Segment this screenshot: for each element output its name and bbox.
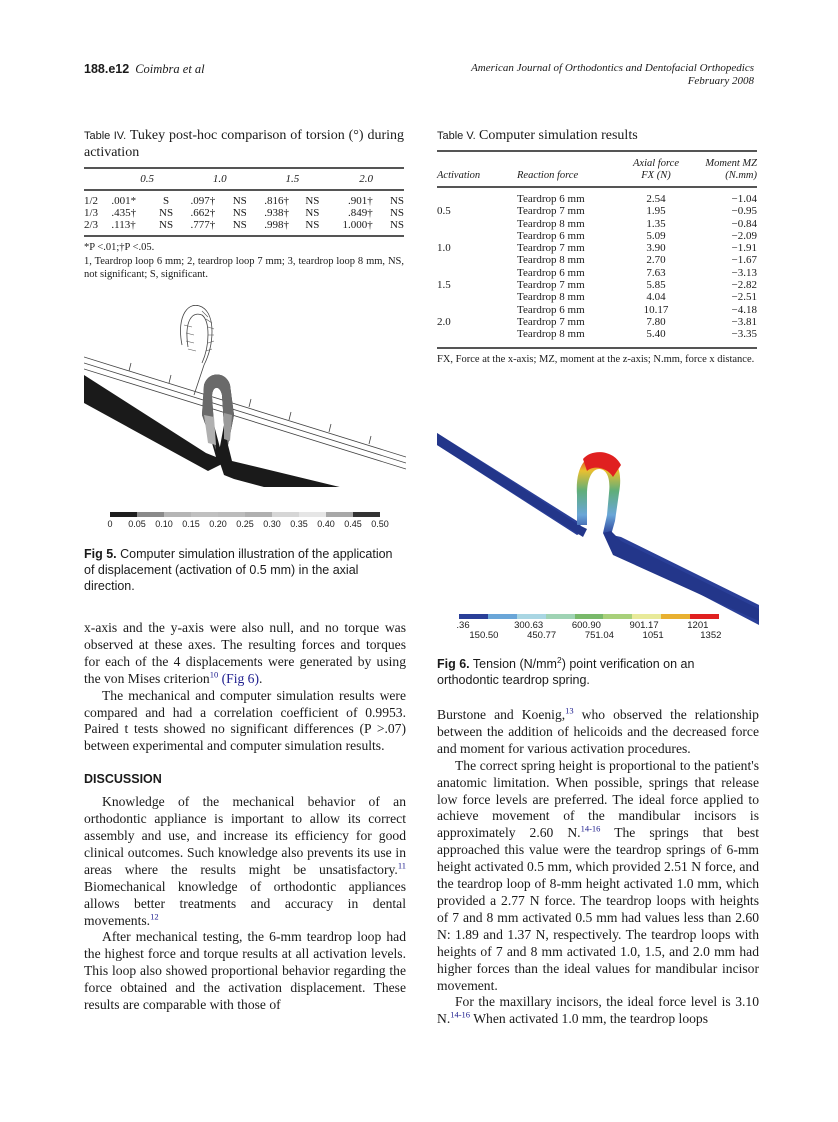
- p-value-cell: .662†: [190, 206, 216, 219]
- table-label: Table IV.: [84, 130, 127, 142]
- scale-label: .36: [456, 620, 470, 631]
- column-header: 0.5: [140, 173, 155, 185]
- reaction-force-cell: Teardrop 8 mm: [517, 291, 585, 304]
- reaction-force-cell: Teardrop 7 mm: [517, 242, 585, 255]
- significance-cell: NS: [389, 194, 404, 207]
- moment-cell: −2.51: [731, 291, 757, 304]
- axial-force-cell: 5.85: [646, 279, 666, 292]
- reaction-force-cell: Teardrop 6 mm: [517, 193, 585, 205]
- column-header: Moment MZ (N.mm): [705, 158, 757, 181]
- p-value-cell: .777†: [190, 218, 216, 231]
- moment-cell: −4.18: [731, 303, 757, 316]
- column-header: Reaction force: [517, 170, 579, 181]
- activation-cell: 1.5: [437, 279, 451, 292]
- running-authors: Coimbra et al: [135, 62, 205, 76]
- moment-cell: −2.82: [731, 279, 757, 292]
- table-rule-bottom: [437, 347, 757, 349]
- reaction-force-cell: Teardrop 6 mm: [517, 266, 585, 279]
- scale-label: 751.04: [584, 630, 614, 641]
- scale-label: 1201: [687, 620, 709, 631]
- column-header: 2.0: [359, 173, 373, 185]
- table-iv-grid: [84, 169, 404, 231]
- fig5-color-scale: [107, 512, 389, 539]
- p-value-cell: .938†: [264, 206, 289, 219]
- table-header-row: [84, 169, 404, 189]
- p-value-cell: .001*: [111, 194, 137, 207]
- table-title: Tukey post-hoc comparison of torsion (°) during activation: [84, 128, 404, 160]
- figure-label: Fig 6.: [437, 657, 470, 671]
- significance-cell: NS: [159, 206, 174, 219]
- citation-link[interactable]: 10: [209, 669, 219, 680]
- activation-cell: [437, 304, 513, 316]
- moment-cell: −3.35: [731, 328, 757, 341]
- journal-name: American Journal of Orthodontics and Dentofacial Orthopedics: [471, 62, 754, 74]
- reaction-force-cell: Teardrop 7 mm: [517, 279, 585, 292]
- table-row: [84, 219, 404, 231]
- axial-force-cell: 7.63: [646, 266, 666, 279]
- table-v: [437, 127, 757, 366]
- paragraph: The correct spring height is proportional to the patient's anatomic limitation. When possible, springs that release low force levels are preferred. The ideal force applied to achieve movement of the mandibular incisors is approximately 2.60 N.$^{14-16}$ The springs that best approached this value were the teardrop springs of 6-mm height activated 0.5 mm, which provided 2.51 N force, and the teardrop loop of 8-mm height activated 1.0 mm, which provided a 2.77 N force. The teardrop loops with heights of 7 and 8 mm activated 0.5 mm had values less than 2.60 N: 1.89 and 1.37 N, respectively. The teardrop loops with heights of 7 and 8 mm activated 1.0, 1.5, and 2.0 mm had higher forces than the ideal values for mandibular incisor movement.: [437, 757, 759, 993]
- p-value-cell: .097†: [190, 194, 216, 207]
- table-row: [437, 291, 757, 303]
- axial-force-cell: 10.17: [643, 303, 669, 316]
- moment-cell: −0.84: [731, 217, 757, 230]
- table-footnote: FX, Force at the x-axis; MZ, moment at the z-axis; N.mm, force x distance.: [437, 353, 755, 365]
- p-value-cell: 1.000†: [342, 218, 373, 231]
- activation-cell: 1.0: [437, 242, 451, 255]
- paragraph: The mechanical and computer simulation results were compared and had a correlation coefficient of 0.9953. Paired t tests showed no significant differences (P >.07) between experimental and computer simulation results.: [84, 687, 406, 754]
- table-row: [437, 279, 757, 291]
- moment-cell: −1.67: [731, 254, 757, 267]
- wire-displacement-render: [84, 305, 406, 487]
- table-row: [437, 193, 757, 205]
- fig6-color-scale: [456, 614, 722, 645]
- p-value-cell: .998†: [264, 218, 289, 231]
- moment-cell: −2.09: [731, 229, 757, 242]
- significance-cell: NS: [232, 194, 247, 207]
- moment-cell: −3.81: [731, 315, 757, 328]
- activation-cell: [437, 291, 513, 303]
- significance-cell: NS: [305, 194, 320, 207]
- table-row: [437, 218, 757, 230]
- moment-cell: −1.04: [731, 193, 757, 205]
- p-value-cell: .435†: [111, 206, 137, 219]
- table-row: [437, 205, 757, 217]
- citation-link[interactable]: 11: [397, 860, 406, 871]
- table-header-row: [437, 152, 757, 186]
- p-value-cell: .816†: [264, 194, 289, 207]
- activation-cell: [437, 328, 513, 340]
- axial-force-cell: 4.04: [646, 291, 666, 304]
- significance-cell: NS: [305, 206, 320, 219]
- axial-force-cell: 2.70: [646, 254, 666, 267]
- paragraph: Knowledge of the mechanical behavior of an orthodontic appliance is important to allow its correct assembly and use, and increase its efficiency for good clinical outcomes. Such knowledge also prevents its use in areas where the results might be unsatisfactory.$^{11}$ Biomechanical knowledge of orthodontic appliances allows better treatments and accuracy in dental movements.$^{12}$: [84, 794, 406, 928]
- table-v-caption: [437, 127, 757, 144]
- color-scale-labels: [456, 619, 722, 645]
- fig6-caption: [437, 656, 759, 688]
- table-rule-bottom: [84, 235, 404, 237]
- figure-caption-text: Tension $(N/mm^2)$ point verification on an orthodontic teardrop spring.: [437, 654, 695, 687]
- reaction-force-cell: Teardrop 8 mm: [517, 217, 585, 230]
- scale-label: 0.15: [182, 519, 200, 529]
- scale-label: 600.90: [571, 620, 601, 631]
- scale-label: 0.10: [155, 519, 173, 529]
- p-value-cell: .901†: [347, 194, 373, 207]
- scale-label: 0.40: [317, 519, 335, 529]
- left-column-text: [84, 620, 406, 1014]
- p-value-cell: .849†: [347, 206, 373, 219]
- scale-label: 1352: [700, 630, 722, 641]
- citation-link[interactable]: 14-16: [450, 1009, 471, 1020]
- activation-cell: 2.0: [437, 315, 451, 328]
- scale-label: 0: [107, 519, 113, 529]
- column-header: 1.5: [285, 173, 300, 185]
- table-row: [437, 242, 757, 254]
- axial-force-cell: 5.40: [646, 328, 666, 341]
- reaction-force-cell: Teardrop 7 mm: [517, 205, 585, 218]
- column-header: 1.0: [212, 173, 227, 185]
- citation-link[interactable]: 14-16: [580, 823, 601, 834]
- scale-label: 450.77: [527, 630, 557, 641]
- activation-cell: [437, 267, 513, 279]
- significance-cell: S: [163, 194, 170, 207]
- paragraph: After mechanical testing, the 6-mm teardrop loop had the highest force and torque results at all activation levels. This loop also showed proportional behavior regarding the force obtained and the activation displacement. These results are comparable with those of: [84, 929, 406, 1013]
- p-value-cell: .113†: [111, 218, 136, 231]
- table-iv-caption: [84, 127, 404, 161]
- table-rule-mid: [437, 186, 757, 188]
- pair-cell: 1/2: [84, 194, 99, 207]
- significance-cell: NS: [305, 218, 320, 231]
- section-heading: DISCUSSION: [84, 772, 162, 787]
- citation-link[interactable]: 13: [565, 705, 574, 716]
- table-row: [84, 207, 404, 219]
- tension-spring-render: [437, 425, 759, 625]
- figure-caption-text: Computer simulation illustration of the application of displacement (activation of 0.5 mm) in the axial direction.: [84, 547, 393, 593]
- table-title: Computer simulation results: [479, 128, 638, 143]
- table-row: [437, 316, 757, 328]
- scale-label: 901.17: [629, 620, 659, 631]
- activation-cell: [437, 254, 513, 266]
- scale-label: 0.45: [344, 519, 362, 529]
- scale-label: 0.05: [128, 519, 146, 529]
- axial-force-cell: 1.95: [646, 205, 666, 218]
- scale-label: 1051: [642, 630, 664, 641]
- reaction-force-cell: Teardrop 8 mm: [517, 254, 585, 267]
- issue-date: February 2008: [687, 75, 754, 87]
- significance-cell: NS: [389, 206, 404, 219]
- moment-cell: −3.13: [731, 266, 757, 279]
- running-header-left: [84, 62, 205, 77]
- activation-cell: [437, 230, 513, 242]
- moment-cell: −1.91: [731, 242, 757, 255]
- significance-cell: NS: [389, 218, 404, 231]
- table-row: [437, 304, 757, 316]
- table-row: [437, 267, 757, 279]
- scale-label: 300.63: [514, 620, 544, 631]
- axial-force-cell: 5.09: [646, 229, 666, 242]
- fig5-caption: [84, 546, 406, 594]
- citation-link[interactable]: 12: [150, 910, 159, 921]
- reaction-force-cell: Teardrop 6 mm: [517, 229, 585, 242]
- column-header: Activation: [437, 170, 481, 181]
- scale-label: 0.25: [236, 519, 254, 529]
- scale-label: 150.50: [469, 630, 499, 641]
- reaction-force-cell: Teardrop 7 mm: [517, 315, 585, 328]
- fig6-illustration: [437, 425, 759, 625]
- table-v-grid: [437, 152, 757, 186]
- axial-force-cell: 1.35: [646, 217, 666, 230]
- table-label: Table V.: [437, 130, 476, 142]
- scale-label: 0.35: [290, 519, 308, 529]
- scale-label: 0.30: [263, 519, 281, 529]
- table-footnote: *P <.01;†P <.05.: [84, 241, 155, 253]
- significance-cell: NS: [159, 218, 174, 231]
- color-scale-labels: [107, 517, 389, 539]
- paragraph: x-axis and the y-axis were also null, and no torque was observed at these axes. The resulting forces and torques for each of the 4 displacements were generated by using the von Mises criterion$^{10}$ (Fig 6).: [84, 620, 406, 686]
- axial-force-cell: 2.54: [646, 193, 666, 205]
- scale-label: 0.20: [209, 519, 227, 529]
- table-v-body: [437, 193, 757, 341]
- moment-cell: −0.95: [731, 205, 757, 218]
- paragraph: For the maxillary incisors, the ideal force level is 3.10 N.$^{14-16}$ When activated 1.0 mm, the teardrop loops: [437, 994, 759, 1027]
- table-row: [437, 254, 757, 266]
- right-column-text: [437, 707, 759, 1028]
- running-header-right: [471, 62, 754, 88]
- figure-link[interactable]: (Fig 6): [221, 670, 260, 686]
- fig5-illustration: [84, 305, 406, 487]
- significance-cell: NS: [232, 206, 247, 219]
- table-row: [437, 328, 757, 340]
- column-header: Axial force FX (N): [633, 158, 679, 181]
- reaction-force-cell: Teardrop 6 mm: [517, 303, 585, 316]
- figure-label: Fig 5.: [84, 547, 117, 561]
- table-footnote: 1, Teardrop loop 6 mm; 2, teardrop loop 7 mm; 3, teardrop loop 8 mm, NS, not significant; S, significant.: [84, 255, 404, 280]
- pair-cell: 1/3: [84, 206, 99, 219]
- pair-cell: 2/3: [84, 218, 99, 231]
- scale-label: 0.50: [371, 519, 389, 529]
- table-row: [84, 195, 404, 207]
- axial-force-cell: 7.80: [646, 315, 666, 328]
- table-iv: [84, 127, 404, 281]
- activation-cell: [437, 218, 513, 230]
- axial-force-cell: 3.90: [646, 242, 666, 255]
- activation-cell: [437, 193, 513, 205]
- reaction-force-cell: Teardrop 8 mm: [517, 328, 585, 341]
- significance-cell: NS: [232, 218, 247, 231]
- paragraph: Burstone and Koenig,$^{13}$ who observed the relationship between the addition of helicoids and the decreased force and moment for various activation procedures.: [437, 705, 759, 756]
- table-row: [437, 230, 757, 242]
- page-number: 188.e12: [84, 62, 130, 76]
- activation-cell: 0.5: [437, 205, 451, 218]
